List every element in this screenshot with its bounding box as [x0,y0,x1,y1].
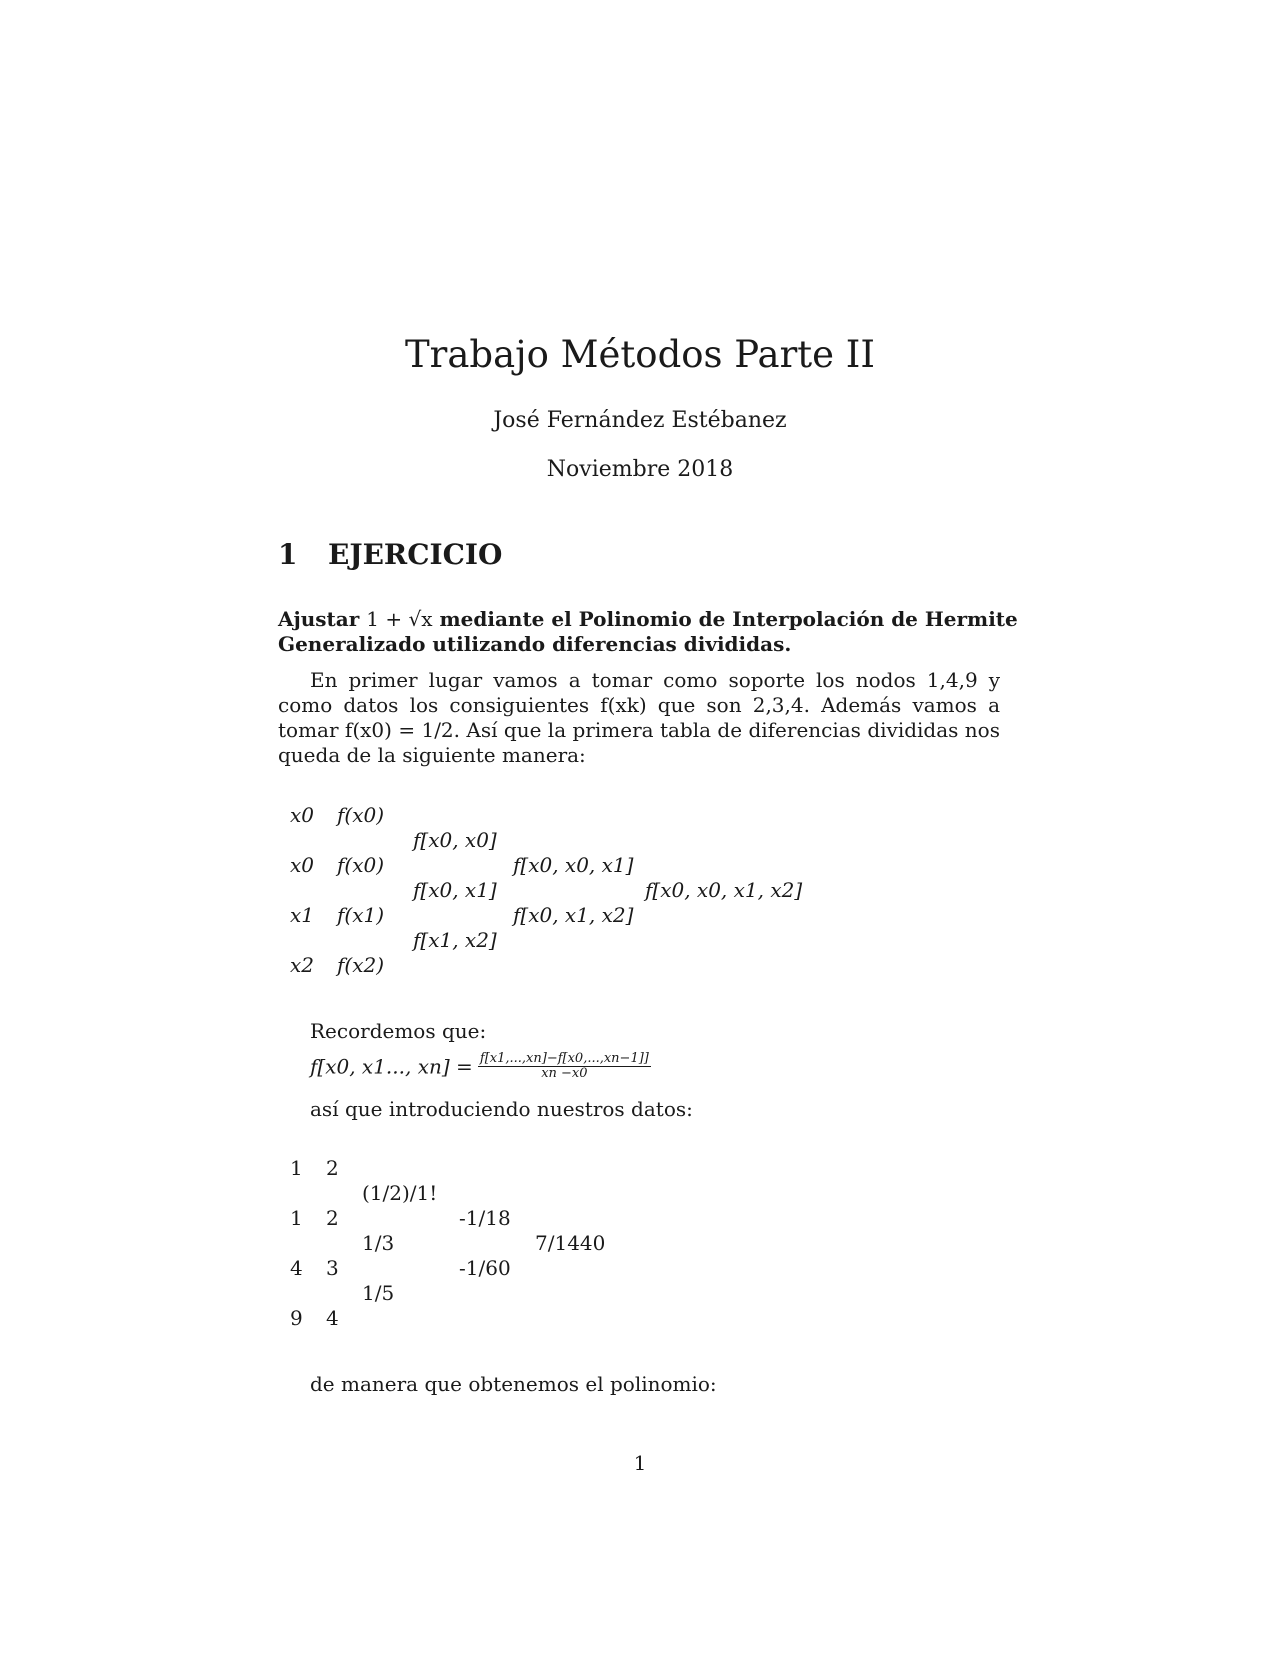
sym-col0-row1: x0 [290,853,315,877]
intro-paragraph: En primer lugar vamos a tomar como soporte los nodos 1,4,9 y como datos los consiguientes f(xk) que son 2,3,4. Además vamos a tomar f(x0) = 1/2. Así que la primera tabla de diferencias divididas nos queda de la siguiente manera: [278,668,1000,767]
sym-col2-row2: f[x1, x2] [413,928,497,952]
formula-denominator: xn −x0 [541,1066,588,1081]
num-col2-row0: (1/2)/1! [362,1181,438,1205]
num-col4-row0: 7/1440 [535,1231,606,1255]
sym-col1-row1: f(x0) [337,853,385,877]
task-line-2: Generalizado utilizando diferencias divididas. [278,632,792,656]
document-title: Trabajo Métodos Parte II [404,333,876,376]
num-col0-row0: 1 [290,1156,303,1180]
recall-label: Recordemos que: [310,1019,487,1043]
sym-col2-row0: f[x0, x0] [413,828,497,852]
document-date: Noviembre 2018 [546,457,734,482]
num-col0-row3: 9 [290,1306,303,1330]
formula-fraction [478,1052,651,1081]
sym-col0-row0: x0 [290,803,315,827]
sym-col0-row3: x2 [290,953,315,977]
sym-col3-row0: f[x0, x0, x1] [513,853,634,877]
num-col3-row1: -1/60 [459,1256,511,1280]
sym-col2-row1: f[x0, x1] [413,878,497,902]
sym-col3-row1: f[x0, x1, x2] [513,903,634,927]
sym-col1-row2: f(x1) [337,903,385,927]
formula-lhs: f[x0, x1..., xn] = [310,1054,473,1079]
data-intro: así que introduciendo nuestros datos: [310,1097,693,1121]
num-col1-row2: 3 [326,1256,339,1280]
num-col3-row0: -1/18 [459,1206,511,1230]
formula-numerator: f[x1,...,xn]−f[x0,...,xn−1]] [479,1051,649,1066]
section-number: 1 [278,538,298,571]
task-suffix: mediante el Polinomio de Interpolación de Hermite [439,607,1018,631]
sym-col1-row0: f(x0) [337,803,385,827]
num-col0-row2: 4 [290,1256,303,1280]
document-author: José Fernández Estébanez [493,408,787,433]
num-col1-row1: 2 [326,1206,339,1230]
page-number: 1 [633,1451,647,1475]
task-line-1 [278,607,1018,631]
num-col2-row2: 1/5 [362,1281,395,1305]
sym-col1-row3: f(x2) [337,953,385,977]
num-col2-row1: 1/3 [362,1231,395,1255]
closing-text: de manera que obtenemos el polinomio: [310,1372,717,1396]
num-col0-row1: 1 [290,1206,303,1230]
sym-col4-row0: f[x0, x0, x1, x2] [645,878,803,902]
task-prefix: Ajustar [278,607,360,631]
task-math: 1 + √x [366,607,433,631]
num-col1-row3: 4 [326,1306,339,1330]
sym-col0-row2: x1 [290,903,315,927]
num-col1-row0: 2 [326,1156,339,1180]
divided-difference-formula [310,1052,651,1081]
section-title: EJERCICIO [328,538,503,571]
